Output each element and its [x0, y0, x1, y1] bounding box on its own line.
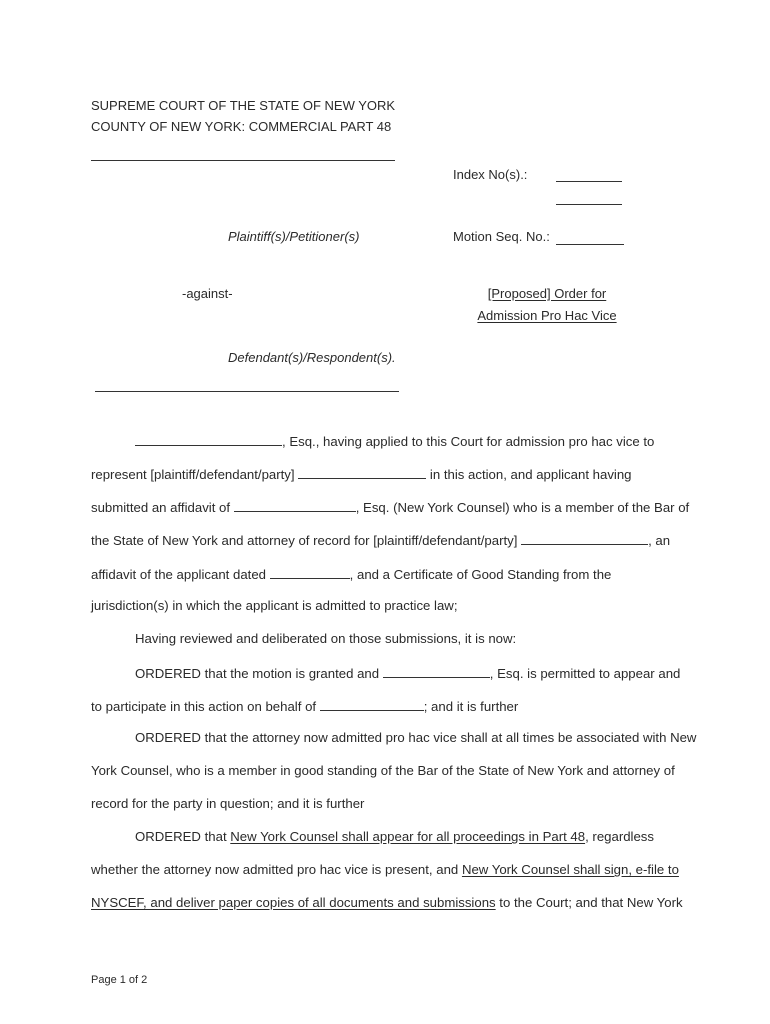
paragraph-1-line-6: jurisdiction(s) in which the applicant is admitted to practice law;: [91, 598, 458, 613]
index-number-blank[interactable]: [556, 181, 622, 182]
paragraph-4-line-2: York Counsel, who is a member in good standing of the Bar of the State of New York and attorney of: [91, 763, 675, 778]
paragraph-3-line-2: to participate in this action on behalf of ; and it is further: [91, 699, 519, 714]
plaintiff-label: Plaintiff(s)/Petitioner(s): [228, 229, 360, 244]
page-number: Page 1 of 2: [91, 974, 148, 986]
paragraph-5-line-1: ORDERED that New York Counsel shall appear for all proceedings in Part 48, regardless: [135, 829, 654, 844]
paragraph-1-line-2: represent [plaintiff/defendant/party] in this action, and applicant having: [91, 467, 632, 482]
paragraph-1-line-4: the State of New York and attorney of record for [plaintiff/defendant/party] , an: [91, 533, 671, 548]
caption-bottom-rule: [95, 391, 399, 392]
paragraph-2: Having reviewed and deliberated on those submissions, it is now:: [135, 631, 517, 646]
court-name: SUPREME COURT OF THE STATE OF NEW YORK: [91, 98, 396, 113]
ny-counsel-name-blank[interactable]: [234, 498, 356, 512]
order-title-line2: Admission Pro Hac Vice: [477, 308, 617, 323]
attorney-of-record-party-blank[interactable]: [521, 531, 648, 545]
order-title-line1: [Proposed] Order for: [487, 286, 607, 301]
against-label: -against-: [182, 286, 233, 301]
paragraph-5-line-3: NYSCEF, and deliver paper copies of all documents and submissions to the Court; and that New York: [91, 895, 683, 910]
defendant-label: Defendant(s)/Respondent(s).: [228, 350, 396, 365]
motion-seq-label: Motion Seq. No.:: [453, 229, 550, 244]
paragraph-1-line-5: affidavit of the applicant dated , and a Certificate of Good Standing from the: [91, 567, 612, 582]
affidavit-date-blank[interactable]: [270, 565, 350, 579]
admitted-attorney-blank[interactable]: [383, 664, 490, 678]
index-number-label: Index No(s).:: [453, 167, 528, 182]
paragraph-1-line-3: submitted an affidavit of , Esq. (New York Counsel) who is a member of the Bar of: [91, 500, 690, 515]
paragraph-4-line-3: record for the party in question; and it is further: [91, 796, 365, 811]
caption-top-rule: [91, 160, 395, 161]
paragraph-4-line-1: ORDERED that the attorney now admitted pro hac vice shall at all times be associated with New: [135, 730, 697, 745]
index-number-blank-2[interactable]: [556, 204, 622, 205]
paragraph-5-line-2: whether the attorney now admitted pro hac vice is present, and New York Counsel shall sign, e-file to: [91, 862, 679, 877]
court-county: COUNTY OF NEW YORK: COMMERCIAL PART 48: [91, 119, 392, 134]
paragraph-3-line-1: ORDERED that the motion is granted and , Esq. is permitted to appear and: [135, 666, 681, 681]
applicant-name-blank[interactable]: [135, 432, 282, 446]
represented-party-blank[interactable]: [298, 465, 426, 479]
paragraph-1-line-1: , Esq., having applied to this Court for admission pro hac vice to: [135, 432, 654, 449]
on-behalf-of-blank[interactable]: [320, 697, 424, 711]
motion-seq-blank[interactable]: [556, 244, 624, 245]
